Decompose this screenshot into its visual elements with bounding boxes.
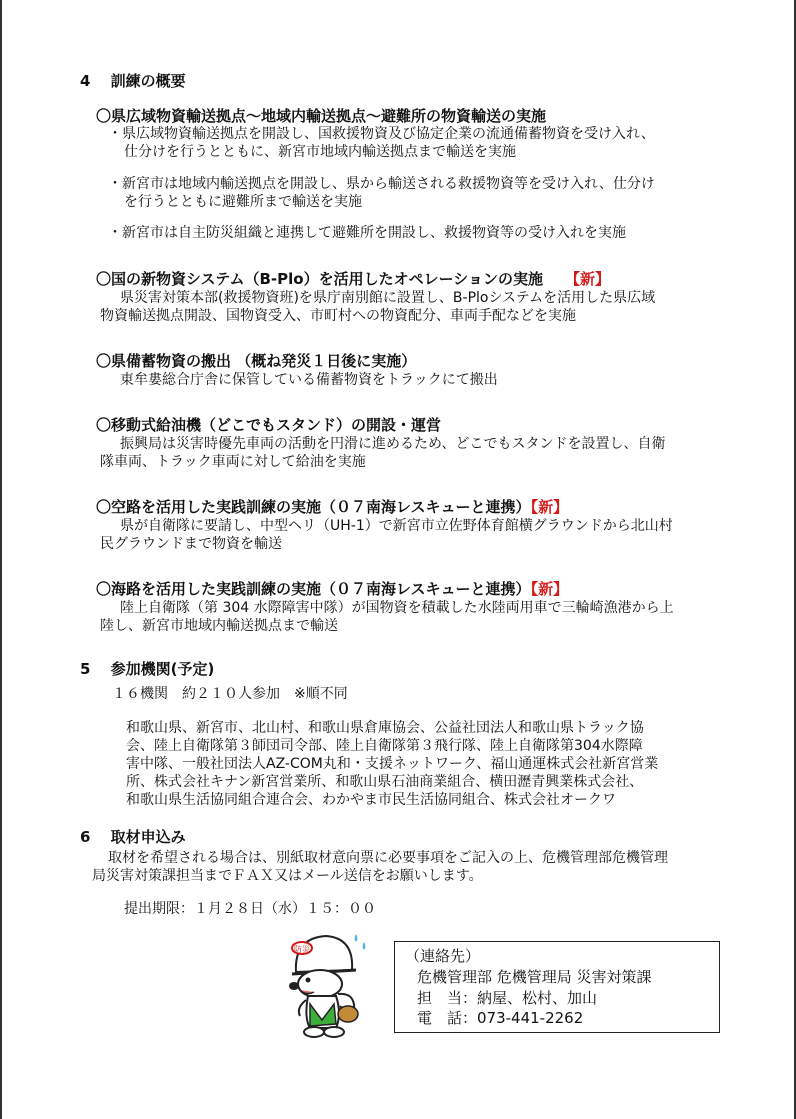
- item1-line2: 仕分けを行うとともに、新宮市地域内輸送拠点まで輸送を実施: [124, 144, 516, 160]
- item4-heading: 〇移動式給油機（どこでもスタンド）の開設・運営: [96, 416, 442, 434]
- item6-line2: 陸し、新宮市地域内輸送拠点まで輸送: [100, 618, 338, 634]
- participants-line4: 所、株式会社キナン新宮営業所、和歌山県石油商業組合、横田瀝青興業株式会社、: [126, 774, 644, 790]
- participants-line1: 和歌山県、新宮市、北山村、和歌山県倉庫協会、公益社団法人和歌山県トラック協: [126, 720, 644, 736]
- section6-title: 6 取材申込み: [80, 828, 186, 846]
- item6-heading: [96, 580, 568, 599]
- helmet-label: 防災: [294, 945, 310, 954]
- item2-line1: 県災害対策本部(救援物資班)を県庁南別館に設置し、B-Ploシステムを活用した県広域: [120, 290, 656, 306]
- new-badge: 【新】: [565, 270, 611, 288]
- section5-title: 5 参加機関(予定): [80, 660, 215, 678]
- participants-line2: 会、陸上自衛隊第３師団司令部、陸上自衛隊第３飛行隊、陸上自衛隊第304水際障: [126, 738, 643, 754]
- item3-heading: 〇県備蓄物資の搬出 （概ね発災１日後に実施）: [96, 352, 417, 370]
- item1-line1: ・県広域物資輸送拠点を開設し、国救援物資及び協定企業の流通備蓄物資を受け入れ、: [108, 126, 655, 142]
- new-badge: 【新】: [530, 498, 569, 516]
- item2-heading: [96, 270, 610, 289]
- item5-line2: 民グラウンドまで物資を輸送: [100, 536, 282, 552]
- press-line2: 局災害対策課担当までＦＡＸ又はメール送信をお願いします。: [92, 868, 483, 884]
- contact-person: 担 当：納屋、松村、加山: [417, 989, 598, 1007]
- press-line1: 取材を希望される場合は、別紙取材意向票に必要事項をご記入の上、危機管理部危機管理: [108, 850, 668, 866]
- section4-title: 4 訓練の概要: [80, 72, 186, 90]
- contact-box: [394, 941, 720, 1033]
- item5-line1: 県が自衛隊に要請し、中型ヘリ（UH-1）で新宮市立佐野体育館横グラウンドから北山村: [120, 518, 673, 534]
- contact-dept: 危機管理部 危機管理局 災害対策課: [417, 968, 652, 986]
- page-left-edge: [0, 0, 2, 1119]
- item4-line2: 隊車両、トラック車両に対して給油を実施: [100, 454, 366, 470]
- contact-phone: 電 話：073-441-2262: [417, 1009, 584, 1027]
- participants-line3: 害中隊、一般社団法人AZ-COM丸和・支援ネットワーク、福山通運株式会社新宮営業: [126, 756, 659, 772]
- item2-heading-text: 〇国の新物資システム（B-Plo）を活用したオペレーションの実施: [96, 270, 544, 288]
- section5-summary: １６機関 約２１０人参加 ※順不同: [112, 686, 348, 702]
- item6-heading-text: 〇海路を活用した実践訓練の実施（０７南海レスキューと連携）: [96, 580, 531, 598]
- item1-line4: を行うとともに避難所まで輸送を実施: [124, 194, 362, 210]
- item4-line1: 振興局は災害時優先車両の活動を円滑に進めるため、どこでもスタンドを設置し、自衛: [120, 436, 666, 452]
- new-badge: 【新】: [530, 580, 569, 598]
- item5-heading-text: 〇空路を活用した実践訓練の実施（０７南海レスキューと連携）: [96, 498, 531, 516]
- item1-line5: ・新宮市は自主防災組織と連携して避難所を開設し、救援物資等の受け入れを実施: [108, 225, 626, 241]
- item2-line2: 物資輸送拠点開設、国物資受入、市町村への物資配分、車両手配などを実施: [100, 308, 576, 324]
- item1-line3: ・新宮市は地域内輸送拠点を開設し、県から輸送される救援物資等を受け入れ、仕分け: [108, 176, 655, 192]
- mascot-illustration: [270, 928, 378, 1040]
- item3-line1: 東牟婁総合庁舎に保管している備蓄物資をトラックにて搬出: [120, 372, 498, 388]
- sweat-drop-icon: [355, 934, 358, 942]
- item6-line1: 陸上自衛隊（第 304 水際障害中隊）が国物資を積載した水陸両用車で三輪崎漁港から上: [120, 600, 674, 616]
- deadline: 提出期限：１月２８日（水）１５：００: [124, 901, 376, 917]
- sweat-drop-icon: [363, 942, 366, 950]
- participants-line5: 和歌山県生活協同組合連合会、わかやま市民生活協同組合、株式会社オークワ: [126, 792, 616, 808]
- item1-heading: 〇県広域物資輸送拠点～地域内輸送拠点～避難所の物資輸送の実施: [96, 107, 547, 125]
- item5-heading: [96, 498, 568, 517]
- contact-label: （連絡先）: [405, 947, 481, 965]
